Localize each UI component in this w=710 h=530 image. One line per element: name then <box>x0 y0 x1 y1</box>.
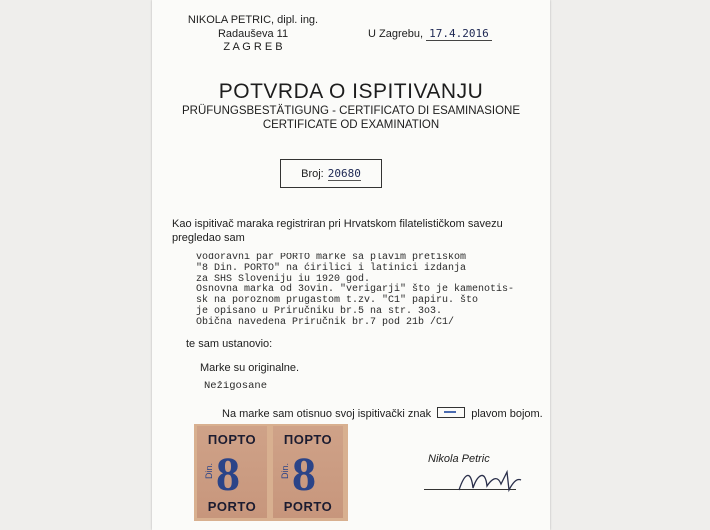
stamp-bottom-text: PORTO <box>283 499 333 514</box>
stamp-din-text: Din. <box>204 462 215 480</box>
issuer-street: Radauševa 11 <box>217 27 289 40</box>
issuer-block <box>173 14 333 55</box>
stamp-top-text: ПОРТО <box>283 432 333 447</box>
examiner-mark-icon <box>437 407 465 418</box>
intro-line-2: pregledao sam <box>172 232 245 244</box>
handwritten-date: 17.4.2016 <box>426 27 492 41</box>
stamp-pair-image <box>194 424 348 521</box>
description-line: Obična navedena Priručnik br.7 pod 21b /C1/ <box>196 316 455 328</box>
description-line: vodoravni par PORTO marke sa plavim pretiskom <box>196 253 467 263</box>
place-label: U Zagrebu, <box>368 28 424 40</box>
findings-label: te sam ustanovio: <box>186 338 273 350</box>
description-line: je opisano u Priručniku br.5 na str. 3o3. <box>196 305 443 317</box>
issuer-city: Z A G R E B <box>223 41 283 53</box>
description-line: "8 Din. PORTO" na ćirilici i latinici izdanja <box>196 262 467 274</box>
number-label: Broj: <box>301 167 324 180</box>
condition-value: Nežigosane <box>204 381 268 392</box>
issuer-name: NIKOLA PETRIC, dipl. ing. <box>187 14 319 26</box>
subtitle-line-1: PRÜFUNGSBESTÄTIGUNG - CERTIFICATO DI ESAMINASIONE <box>181 105 520 117</box>
description-line: za SHS Sloveniju iu 1920 god. <box>196 273 371 285</box>
subtitle-line-2: CERTIFICATE OD EXAMINATION <box>262 119 440 131</box>
description-line: sk na poroznom prugastom t.zv. "C1" papiru. što <box>196 295 479 307</box>
place-date <box>368 27 492 40</box>
mark-note-after: plavom bojom. <box>471 408 543 420</box>
signer-name: Nikola Petric <box>428 453 490 465</box>
stamp-bottom-text: PORTO <box>207 499 257 514</box>
stamp-din-text: Din. <box>280 462 291 480</box>
stamp-value: 8 <box>216 448 240 501</box>
certificate-number-box <box>280 159 382 188</box>
description-line: Osnovna marka od 3ovin. "verigarji" što je kamenotis- <box>196 284 515 296</box>
signature-scrawl <box>455 466 525 496</box>
intro-line-1: Kao ispitivač maraka registriran pri Hrvatskom filatelističkom savezu <box>172 218 503 230</box>
document-title: POTVRDA O ISPITIVANJU <box>218 80 484 103</box>
genuine-statement: Marke su originalne. <box>200 362 300 374</box>
stamp-top-text: ПОРТО <box>207 432 257 447</box>
stamp-value: 8 <box>292 448 316 501</box>
stamp-left <box>197 426 267 518</box>
examiner-mark-note <box>222 407 543 420</box>
stamp-right <box>273 426 343 518</box>
number-value: 20680 <box>327 166 361 180</box>
mark-note-before: Na marke sam otisnuo svoj ispitivački znak <box>222 408 432 420</box>
stamp-description <box>196 253 548 329</box>
